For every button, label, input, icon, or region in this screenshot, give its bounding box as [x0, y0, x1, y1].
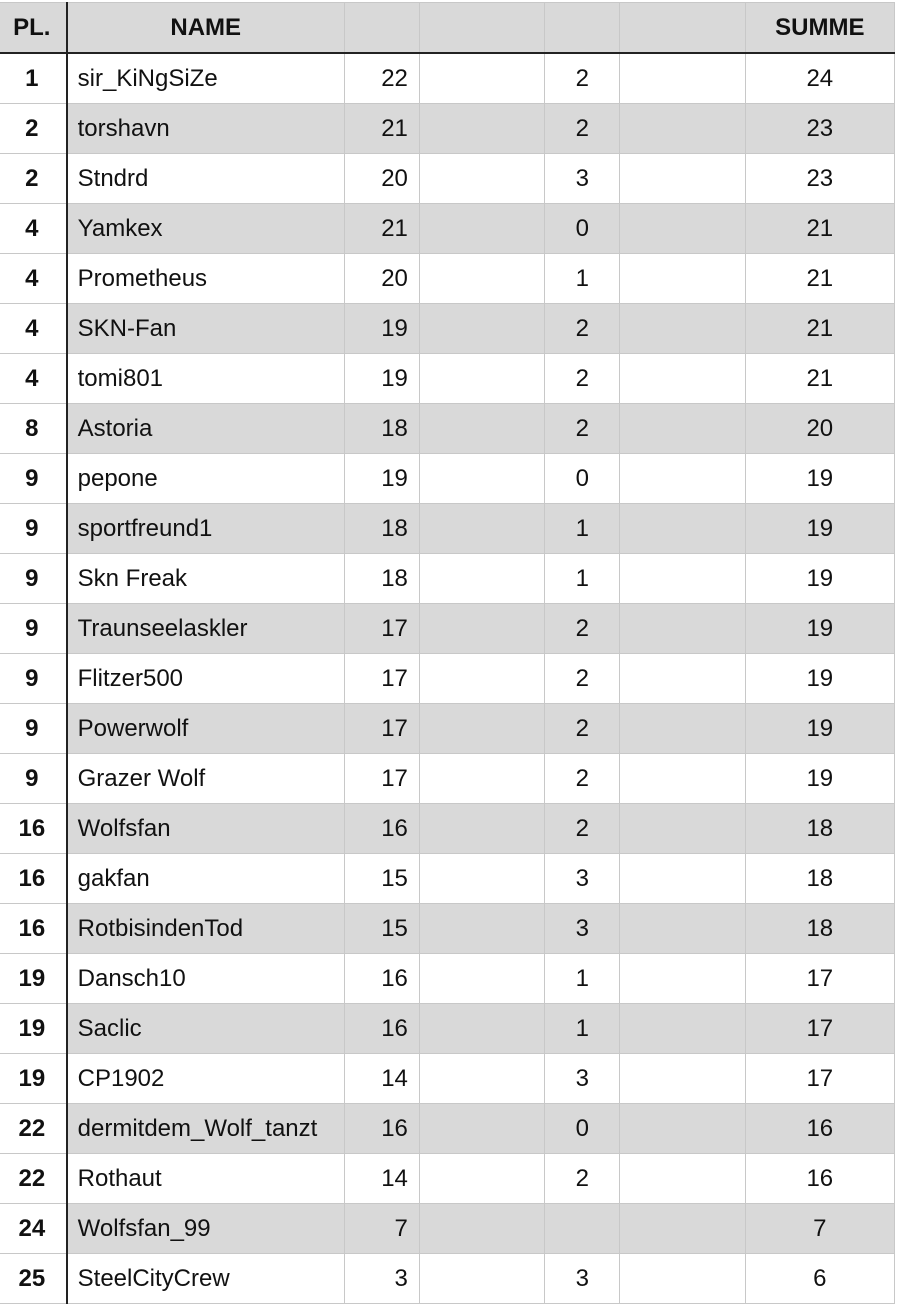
place-cell: 9	[0, 454, 67, 504]
col-b-cell	[419, 304, 544, 354]
points-a-cell: 17	[344, 704, 419, 754]
name-cell: Flitzer500	[67, 654, 345, 704]
sum-cell: 17	[745, 1054, 894, 1104]
points-c-cell: 2	[545, 654, 620, 704]
place-cell: 9	[0, 504, 67, 554]
sum-cell: 21	[745, 304, 894, 354]
points-a-cell: 3	[344, 1254, 419, 1304]
name-cell: sir_KiNgSiZe	[67, 53, 345, 104]
col-d-cell	[620, 654, 745, 704]
leaderboard-table	[0, 2, 895, 1304]
place-cell: 1	[0, 53, 67, 104]
points-c-cell: 1	[545, 954, 620, 1004]
points-a-cell: 20	[344, 254, 419, 304]
col-b-cell	[419, 704, 544, 754]
header-col-d	[620, 3, 745, 54]
place-cell: 19	[0, 1054, 67, 1104]
sum-cell: 24	[745, 53, 894, 104]
points-a-cell: 16	[344, 954, 419, 1004]
points-c-cell: 3	[545, 154, 620, 204]
sum-cell: 7	[745, 1204, 894, 1254]
col-b-cell	[419, 754, 544, 804]
name-cell: Saclic	[67, 1004, 345, 1054]
name-cell: Dansch10	[67, 954, 345, 1004]
place-cell: 8	[0, 404, 67, 454]
points-c-cell: 2	[545, 704, 620, 754]
col-b-cell	[419, 1254, 544, 1304]
col-d-cell	[620, 704, 745, 754]
col-b-cell	[419, 654, 544, 704]
name-cell: dermitdem_Wolf_tanzt	[67, 1104, 345, 1154]
col-d-cell	[620, 604, 745, 654]
col-b-cell	[419, 1004, 544, 1054]
header-col-a	[344, 3, 419, 54]
sum-cell: 23	[745, 104, 894, 154]
col-b-cell	[419, 954, 544, 1004]
points-a-cell: 20	[344, 154, 419, 204]
name-cell: tomi801	[67, 354, 345, 404]
table-row	[0, 604, 895, 654]
points-c-cell: 3	[545, 1254, 620, 1304]
col-d-cell	[620, 1054, 745, 1104]
name-cell: pepone	[67, 454, 345, 504]
sum-cell: 21	[745, 204, 894, 254]
place-cell: 9	[0, 754, 67, 804]
table-row	[0, 53, 895, 104]
col-d-cell	[620, 254, 745, 304]
sum-cell: 20	[745, 404, 894, 454]
points-a-cell: 16	[344, 1104, 419, 1154]
name-cell: Wolfsfan	[67, 804, 345, 854]
header-name: NAME	[67, 3, 345, 54]
place-cell: 2	[0, 154, 67, 204]
table-row	[0, 204, 895, 254]
points-c-cell	[545, 1204, 620, 1254]
table-row	[0, 554, 895, 604]
table-row	[0, 404, 895, 454]
points-c-cell: 1	[545, 1004, 620, 1054]
col-b-cell	[419, 53, 544, 104]
sum-cell: 21	[745, 354, 894, 404]
col-b-cell	[419, 104, 544, 154]
table-row	[0, 154, 895, 204]
col-d-cell	[620, 354, 745, 404]
col-b-cell	[419, 904, 544, 954]
sum-cell: 23	[745, 154, 894, 204]
name-cell: Skn Freak	[67, 554, 345, 604]
col-d-cell	[620, 804, 745, 854]
points-c-cell: 2	[545, 754, 620, 804]
name-cell: Powerwolf	[67, 704, 345, 754]
header-place: PL.	[0, 3, 67, 54]
table-row	[0, 804, 895, 854]
name-cell: torshavn	[67, 104, 345, 154]
points-c-cell: 1	[545, 554, 620, 604]
name-cell: Prometheus	[67, 254, 345, 304]
col-b-cell	[419, 1054, 544, 1104]
points-a-cell: 19	[344, 454, 419, 504]
points-a-cell: 18	[344, 554, 419, 604]
place-cell: 4	[0, 204, 67, 254]
place-cell: 24	[0, 1204, 67, 1254]
points-a-cell: 17	[344, 604, 419, 654]
table-row	[0, 1054, 895, 1104]
sum-cell: 19	[745, 704, 894, 754]
name-cell: RotbisindenTod	[67, 904, 345, 954]
points-a-cell: 22	[344, 53, 419, 104]
name-cell: SKN-Fan	[67, 304, 345, 354]
place-cell: 22	[0, 1154, 67, 1204]
col-d-cell	[620, 1004, 745, 1054]
col-b-cell	[419, 454, 544, 504]
name-cell: Traunseelaskler	[67, 604, 345, 654]
sum-cell: 16	[745, 1154, 894, 1204]
col-d-cell	[620, 204, 745, 254]
col-d-cell	[620, 1154, 745, 1204]
points-a-cell: 14	[344, 1154, 419, 1204]
points-c-cell: 2	[545, 53, 620, 104]
place-cell: 19	[0, 1004, 67, 1054]
col-b-cell	[419, 854, 544, 904]
col-b-cell	[419, 354, 544, 404]
points-c-cell: 3	[545, 904, 620, 954]
sum-cell: 18	[745, 854, 894, 904]
col-b-cell	[419, 154, 544, 204]
place-cell: 9	[0, 554, 67, 604]
points-a-cell: 18	[344, 504, 419, 554]
place-cell: 4	[0, 304, 67, 354]
points-c-cell: 3	[545, 854, 620, 904]
col-d-cell	[620, 504, 745, 554]
name-cell: sportfreund1	[67, 504, 345, 554]
table-row	[0, 304, 895, 354]
points-a-cell: 15	[344, 854, 419, 904]
sum-cell: 6	[745, 1254, 894, 1304]
col-b-cell	[419, 554, 544, 604]
sum-cell: 21	[745, 254, 894, 304]
col-d-cell	[620, 1204, 745, 1254]
points-c-cell: 3	[545, 1054, 620, 1104]
points-a-cell: 15	[344, 904, 419, 954]
col-d-cell	[620, 1104, 745, 1154]
sum-cell: 18	[745, 904, 894, 954]
col-d-cell	[620, 404, 745, 454]
points-c-cell: 0	[545, 204, 620, 254]
place-cell: 4	[0, 354, 67, 404]
name-cell: SteelCityCrew	[67, 1254, 345, 1304]
place-cell: 22	[0, 1104, 67, 1154]
table-row	[0, 454, 895, 504]
name-cell: Astoria	[67, 404, 345, 454]
col-b-cell	[419, 1204, 544, 1254]
points-a-cell: 18	[344, 404, 419, 454]
table-row	[0, 104, 895, 154]
points-c-cell: 2	[545, 404, 620, 454]
sum-cell: 17	[745, 954, 894, 1004]
points-c-cell: 2	[545, 804, 620, 854]
col-d-cell	[620, 554, 745, 604]
sum-cell: 18	[745, 804, 894, 854]
header-col-c	[545, 3, 620, 54]
table-row	[0, 704, 895, 754]
col-b-cell	[419, 204, 544, 254]
col-d-cell	[620, 954, 745, 1004]
table-row	[0, 254, 895, 304]
points-c-cell: 2	[545, 604, 620, 654]
points-a-cell: 19	[344, 304, 419, 354]
sum-cell: 16	[745, 1104, 894, 1154]
points-a-cell: 17	[344, 754, 419, 804]
name-cell: Rothaut	[67, 1154, 345, 1204]
sum-cell: 19	[745, 754, 894, 804]
table-row	[0, 954, 895, 1004]
col-d-cell	[620, 154, 745, 204]
points-c-cell: 0	[545, 1104, 620, 1154]
points-a-cell: 7	[344, 1204, 419, 1254]
col-b-cell	[419, 804, 544, 854]
name-cell: Wolfsfan_99	[67, 1204, 345, 1254]
table-body	[0, 53, 895, 1304]
sum-cell: 19	[745, 454, 894, 504]
header-sum: SUMME	[745, 3, 894, 54]
col-b-cell	[419, 604, 544, 654]
name-cell: gakfan	[67, 854, 345, 904]
table-header	[0, 3, 895, 54]
col-b-cell	[419, 404, 544, 454]
name-cell: CP1902	[67, 1054, 345, 1104]
points-a-cell: 16	[344, 804, 419, 854]
table-row	[0, 1154, 895, 1204]
points-c-cell: 2	[545, 1154, 620, 1204]
points-a-cell: 21	[344, 204, 419, 254]
place-cell: 25	[0, 1254, 67, 1304]
points-a-cell: 14	[344, 1054, 419, 1104]
place-cell: 16	[0, 804, 67, 854]
table-row	[0, 504, 895, 554]
points-c-cell: 0	[545, 454, 620, 504]
sum-cell: 19	[745, 554, 894, 604]
table-row	[0, 354, 895, 404]
header-col-b	[419, 3, 544, 54]
col-d-cell	[620, 53, 745, 104]
points-c-cell: 1	[545, 504, 620, 554]
col-d-cell	[620, 454, 745, 504]
place-cell: 2	[0, 104, 67, 154]
points-a-cell: 21	[344, 104, 419, 154]
header-row	[0, 3, 895, 54]
col-d-cell	[620, 1254, 745, 1304]
table-row	[0, 1204, 895, 1254]
col-d-cell	[620, 854, 745, 904]
table-row	[0, 654, 895, 704]
sum-cell: 17	[745, 1004, 894, 1054]
place-cell: 16	[0, 854, 67, 904]
name-cell: Grazer Wolf	[67, 754, 345, 804]
table-row	[0, 1004, 895, 1054]
table-row	[0, 754, 895, 804]
col-d-cell	[620, 754, 745, 804]
col-b-cell	[419, 254, 544, 304]
points-c-cell: 1	[545, 254, 620, 304]
name-cell: Stndrd	[67, 154, 345, 204]
place-cell: 19	[0, 954, 67, 1004]
points-a-cell: 16	[344, 1004, 419, 1054]
col-b-cell	[419, 1154, 544, 1204]
table-row	[0, 1104, 895, 1154]
place-cell: 9	[0, 704, 67, 754]
sum-cell: 19	[745, 504, 894, 554]
place-cell: 4	[0, 254, 67, 304]
place-cell: 9	[0, 604, 67, 654]
table-row	[0, 904, 895, 954]
points-c-cell: 2	[545, 104, 620, 154]
col-b-cell	[419, 1104, 544, 1154]
points-a-cell: 17	[344, 654, 419, 704]
points-c-cell: 2	[545, 304, 620, 354]
col-b-cell	[419, 504, 544, 554]
col-d-cell	[620, 304, 745, 354]
col-d-cell	[620, 904, 745, 954]
sum-cell: 19	[745, 604, 894, 654]
name-cell: Yamkex	[67, 204, 345, 254]
sum-cell: 19	[745, 654, 894, 704]
points-c-cell: 2	[545, 354, 620, 404]
table-row	[0, 854, 895, 904]
points-a-cell: 19	[344, 354, 419, 404]
place-cell: 9	[0, 654, 67, 704]
table-row	[0, 1254, 895, 1304]
col-d-cell	[620, 104, 745, 154]
place-cell: 16	[0, 904, 67, 954]
